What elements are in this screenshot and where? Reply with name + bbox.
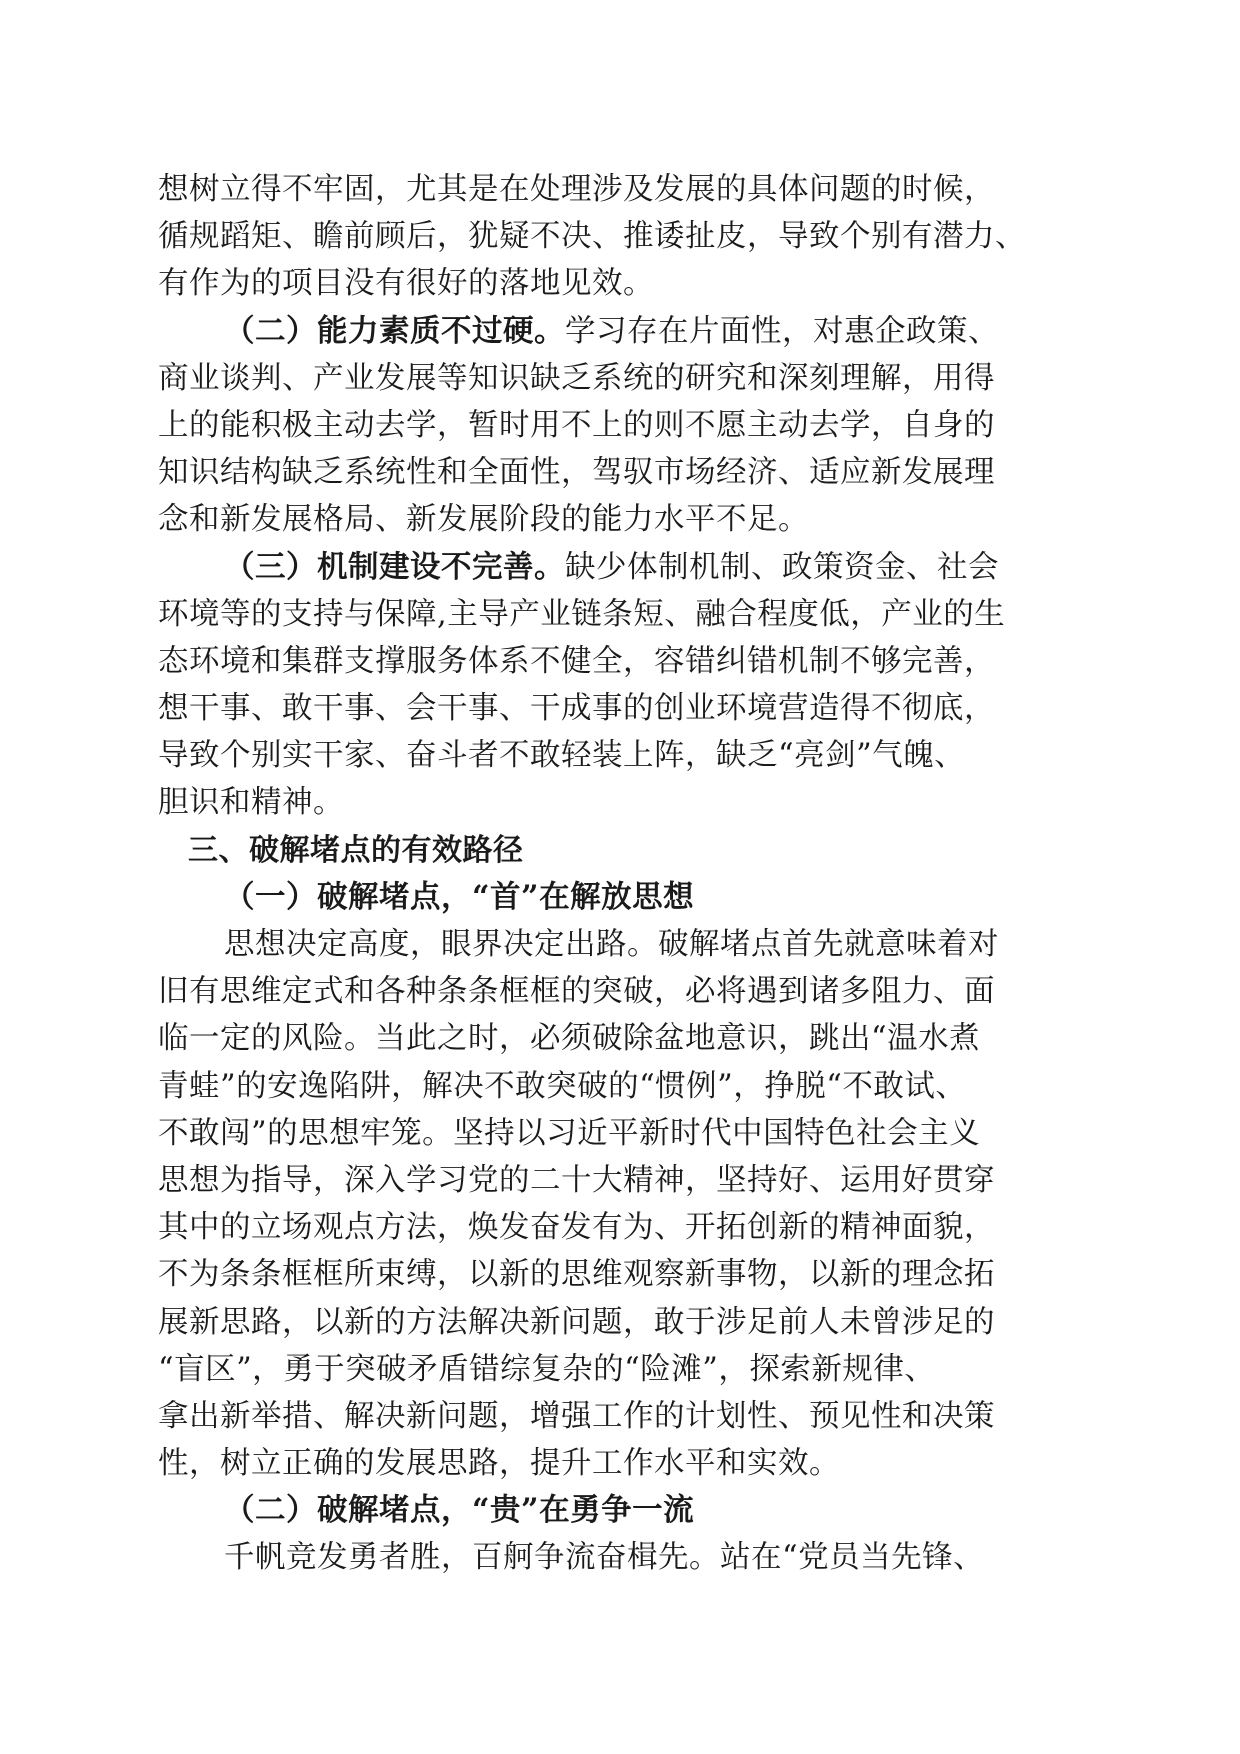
text-line: 性，树立正确的发展思路，提升工作水平和实效。 [158, 1446, 840, 1482]
text-line: 循规蹈矩、瞻前顾后，犹疑不决、推诿扯皮，导致个别有潜力、 [158, 219, 1026, 255]
text-line: 展新思路，以新的方法解决新问题，敢于涉足前人未曾涉足的 [158, 1304, 995, 1340]
text-line: 态环境和集群支撑服务体系不健全，容错纠错机制不够完善， [158, 643, 995, 679]
text-line: 千帆竞发勇者胜，百舸争流奋楫先。站在“党员当先锋、 [224, 1540, 985, 1576]
text-line: “盲区”，勇于突破矛盾错综复杂的“险滩”，探索新规律、 [158, 1351, 936, 1387]
text-line: 不敢闯”的思想牢笼。坚持以习近平新时代中国特色社会主义 [158, 1115, 981, 1151]
text-line: 其中的立场观点方法，焕发奋发有为、开拓创新的精神面貌， [158, 1210, 995, 1246]
text-line: 不为条条框框所束缚，以新的思维观察新事物，以新的理念拓 [158, 1257, 995, 1293]
text-line: 想干事、敢干事、会干事、干成事的创业环境营造得不彻底， [158, 691, 995, 727]
text-line: 思想为指导，深入学习党的二十大精神，坚持好、运用好贯穿 [158, 1162, 995, 1198]
text-line: 念和新发展格局、新发展阶段的能力水平不足。 [158, 502, 809, 538]
text-line: 知识结构缺乏系统性和全面性，驾驭市场经济、适应新发展理 [158, 455, 995, 491]
text-line: 商业谈判、产业发展等知识缺乏系统的研究和深刻理解，用得 [158, 360, 995, 396]
text-line: 临一定的风险。当此之时，必须破除盆地意识，跳出“温水煮 [158, 1021, 981, 1057]
text-run: 学习存在片面性，对惠企政策、 [565, 313, 999, 349]
subsection-heading: （二）破解堵点，“贵”在勇争一流 [224, 1492, 695, 1529]
text-line: 有作为的项目没有很好的落地见效。 [158, 266, 654, 302]
section-heading-inline: （三）机制建设不完善。 [224, 548, 565, 585]
text-line: 旧有思维定式和各种条条框框的突破，必将遇到诸多阻力、面 [158, 974, 995, 1010]
text-line: 拿出新举措、解决新问题，增强工作的计划性、预见性和决策 [158, 1398, 995, 1434]
text-line: 环境等的支持与保障,主导产业链条短、融合程度低，产业的生 [158, 596, 1006, 632]
text-line: 思想决定高度，眼界决定出路。破解堵点首先就意味着对 [224, 927, 999, 962]
document-body [158, 166, 1088, 1582]
section-heading-inline: （二）能力素质不过硬。 [224, 312, 565, 349]
text-run: 缺少体制机制、政策资金、社会 [565, 549, 999, 585]
text-line: 上的能积极主动去学，暂时用不上的则不愿主动去学，自身的 [158, 407, 995, 443]
paragraph-first-line [158, 308, 1088, 355]
part-heading: 三、破解堵点的有效路径 [188, 832, 524, 868]
text-line: 导致个别实干家、奋斗者不敢轻装上阵，缺乏“亮剑”气魄、 [158, 738, 966, 774]
text-line: 想树立得不牢固，尤其是在处理涉及发展的具体问题的时候， [158, 172, 995, 207]
paragraph-first-line [158, 544, 1088, 591]
text-line: 胆识和精神。 [158, 785, 344, 821]
subsection-heading: （一）破解堵点，“首”在解放思想 [224, 878, 695, 915]
text-line: 青蛙”的安逸陷阱，解决不敢突破的“惯例”，挣脱“不敢试、 [158, 1068, 967, 1104]
